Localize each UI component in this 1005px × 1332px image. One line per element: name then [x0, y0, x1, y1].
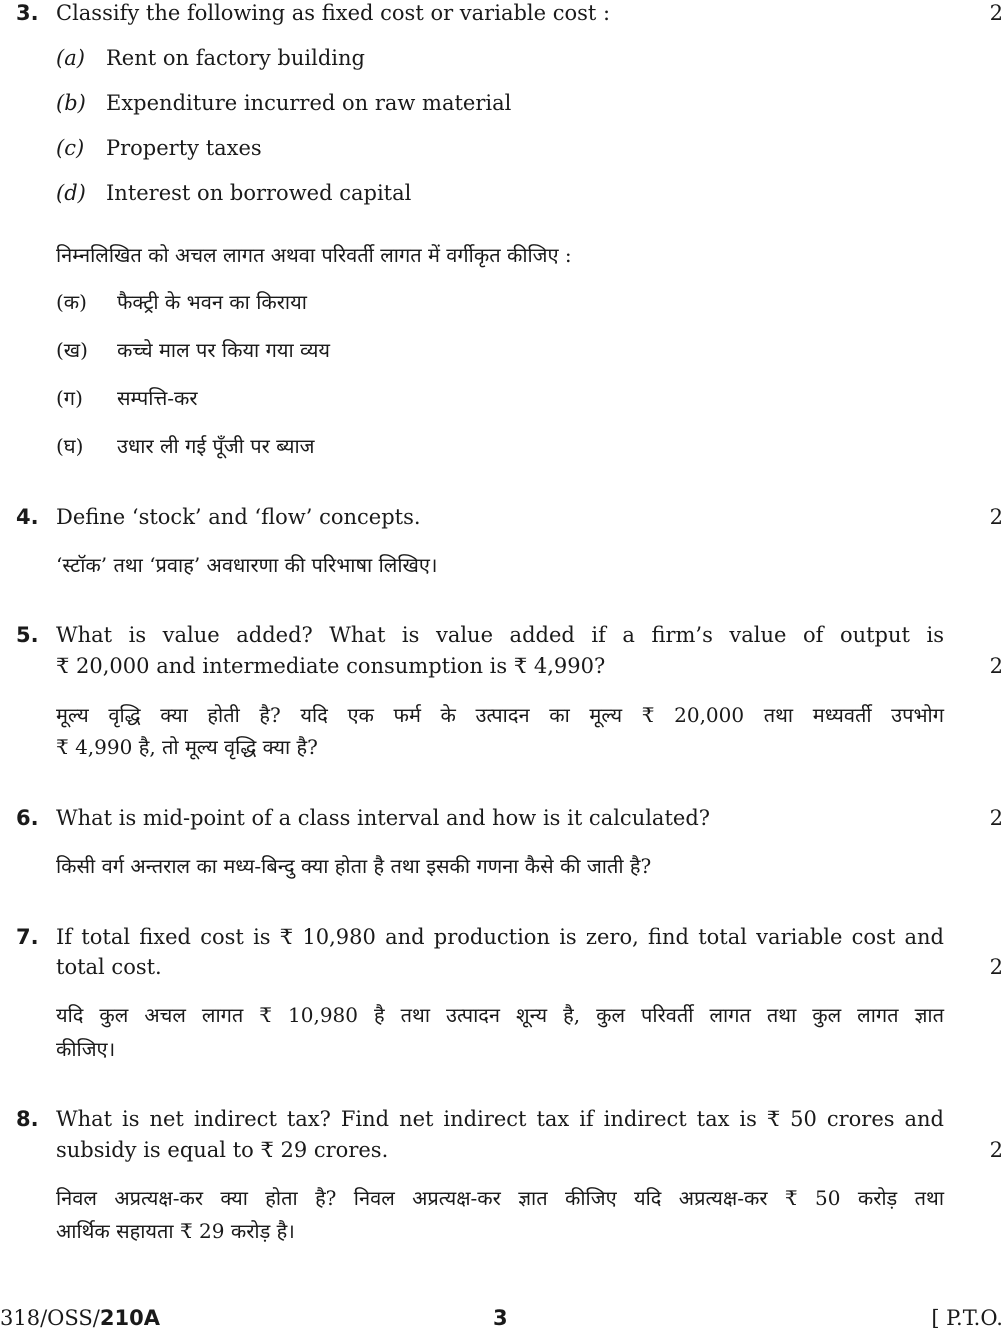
page-footer — [0, 1306, 1005, 1332]
option-label: (d) — [56, 181, 86, 205]
hindi-option-text: सम्पत्ति-कर — [117, 386, 198, 410]
question-text-english-line: If total fixed cost is ₹ 10,980 and production is zero, find total variable cost and — [56, 925, 944, 949]
question-text-english: Classify the following as fixed cost or variable cost : — [56, 1, 611, 25]
question-number: 3. — [16, 1, 39, 25]
question-text-hindi-line: आर्थिक सहायता ₹ 29 करोड़ है। — [56, 1219, 295, 1243]
question-number: 6. — [16, 806, 39, 830]
hindi-option-label: (ख) — [56, 338, 88, 362]
question-text-hindi: निम्नलिखित को अचल लागत अथवा परिवर्ती लागत में वर्गीकृत कीजिए : — [56, 243, 572, 267]
question-number: 8. — [16, 1107, 39, 1131]
question-text-english-line: total cost. — [56, 955, 162, 979]
paper-code-bold: 210A — [99, 1306, 160, 1330]
hindi-option-text: कच्चे माल पर किया गया व्यय — [117, 338, 331, 362]
question-text-hindi-line: मूल्य वृद्धि क्या होती है? यदि एक फर्म के उत्पादन का मूल्य ₹ 20,000 तथा मध्यवर्ती उपभोग — [56, 703, 944, 727]
page-number: 3 — [493, 1306, 508, 1330]
question-text-english-line: subsidy is equal to ₹ 29 crores. — [56, 1138, 389, 1162]
question-marks: 2 — [989, 955, 1003, 979]
question-marks: 2 — [989, 806, 1003, 830]
question-text-hindi: ‘स्टॉक’ तथा ‘प्रवाह’ अवधारणा की परिभाषा लिखिए। — [56, 553, 438, 577]
hindi-option-label: (ग) — [56, 386, 83, 410]
question-marks: 2 — [989, 505, 1003, 529]
option-text: Property taxes — [106, 136, 262, 160]
question-text-hindi-line: यदि कुल अचल लागत ₹ 10,980 है तथा उत्पादन शून्य है, कुल परिवर्ती लागत तथा कुल लागत ज्ञात — [56, 1003, 944, 1027]
paper-code-prefix: 318/OSS/ — [0, 1306, 100, 1330]
option-text: Rent on factory building — [106, 46, 365, 70]
option-text: Expenditure incurred on raw material — [106, 91, 512, 115]
hindi-option-label: (क) — [56, 290, 87, 314]
question-text-english: Define ‘stock’ and ‘flow’ concepts. — [56, 505, 421, 529]
option-text: Interest on borrowed capital — [106, 181, 412, 205]
question-text-hindi: किसी वर्ग अन्तराल का मध्य-बिन्दु क्या होता है तथा इसकी गणना कैसे की जाती है? — [56, 854, 652, 878]
paper-code — [0, 1306, 160, 1330]
question-text-hindi-line: कीजिए। — [56, 1037, 116, 1061]
hindi-option-text: उधार ली गई पूँजी पर ब्याज — [117, 434, 315, 458]
option-label: (b) — [56, 91, 86, 115]
question-marks: 2 — [989, 1, 1003, 25]
question-marks: 2 — [989, 1138, 1003, 1162]
option-label: (c) — [56, 136, 85, 160]
question-number: 7. — [16, 925, 39, 949]
question-number: 5. — [16, 623, 39, 647]
pto-label: [ P.T.O. — [931, 1306, 1003, 1330]
question-text-english-line: ₹ 20,000 and intermediate consumption is ₹ 4,990? — [56, 654, 606, 678]
option-label: (a) — [56, 46, 85, 70]
hindi-option-text: फैक्ट्री के भवन का किराया — [117, 290, 307, 314]
question-number: 4. — [16, 505, 39, 529]
question-text-hindi-line: ₹ 4,990 है, तो मूल्य वृद्धि क्या है? — [56, 735, 318, 759]
question-text-english: What is mid-point of a class interval and how is it calculated? — [56, 806, 711, 830]
question-marks: 2 — [989, 654, 1003, 678]
question-text-hindi-line: निवल अप्रत्यक्ष-कर क्या होता है? निवल अप्रत्यक्ष-कर ज्ञात कीजिए यदि अप्रत्यक्ष-कर ₹ 50 करोड़ तथा — [56, 1186, 944, 1210]
question-text-english-line: What is net indirect tax? Find net indirect tax if indirect tax is ₹ 50 crores and — [56, 1107, 944, 1131]
question-text-english-line: What is value added? What is value added if a firm’s value of output is — [56, 623, 944, 647]
hindi-option-label: (घ) — [56, 434, 84, 458]
